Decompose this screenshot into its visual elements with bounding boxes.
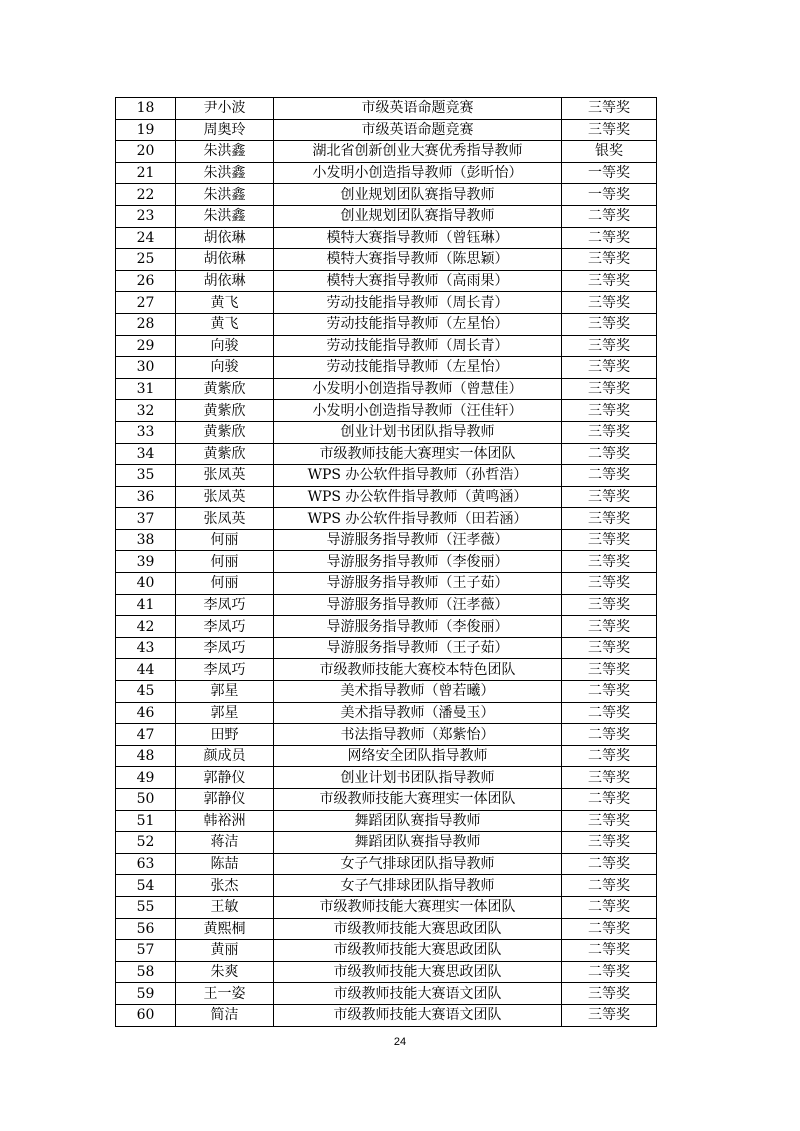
teacher-name-cell: 向骏 xyxy=(176,357,274,379)
award-level-cell: 二等奖 xyxy=(562,681,657,703)
table-row xyxy=(116,594,657,616)
teacher-name-cell: 颜成员 xyxy=(176,745,274,767)
competition-item-cell: 市级教师技能大赛思政团队 xyxy=(274,940,562,962)
teacher-name-cell: 王一姿 xyxy=(176,983,274,1005)
table-row xyxy=(116,832,657,854)
teacher-name-cell: 张凤英 xyxy=(176,465,274,487)
teacher-name-cell: 黄紫欣 xyxy=(176,421,274,443)
table-row xyxy=(116,659,657,681)
award-level-cell: 三等奖 xyxy=(562,508,657,530)
competition-item-cell: 导游服务指导教师（李俊丽） xyxy=(274,551,562,573)
award-level-cell: 二等奖 xyxy=(562,745,657,767)
row-number-cell: 48 xyxy=(116,745,176,767)
award-level-cell: 三等奖 xyxy=(562,400,657,422)
table-row xyxy=(116,270,657,292)
competition-item-cell: WPS 办公软件指导教师（黄鸣涵） xyxy=(274,486,562,508)
competition-item-cell: 市级英语命题竞赛 xyxy=(274,119,562,141)
table-row xyxy=(116,681,657,703)
row-number-cell: 25 xyxy=(116,249,176,271)
row-number-cell: 41 xyxy=(116,594,176,616)
page-number: 24 xyxy=(393,1036,407,1048)
competition-item-cell: 女子气排球团队指导教师 xyxy=(274,875,562,897)
table-row xyxy=(116,810,657,832)
row-number-cell: 28 xyxy=(116,313,176,335)
award-level-cell: 二等奖 xyxy=(562,443,657,465)
row-number-cell: 49 xyxy=(116,767,176,789)
table-row xyxy=(116,789,657,811)
row-number-cell: 44 xyxy=(116,659,176,681)
competition-item-cell: 市级教师技能大赛理实一体团队 xyxy=(274,443,562,465)
award-level-cell: 三等奖 xyxy=(562,313,657,335)
teacher-name-cell: 黄飞 xyxy=(176,292,274,314)
table-row xyxy=(116,421,657,443)
row-number-cell: 33 xyxy=(116,421,176,443)
competition-item-cell: 湖北省创新创业大赛优秀指导教师 xyxy=(274,141,562,163)
teacher-name-cell: 郭星 xyxy=(176,702,274,724)
teacher-name-cell: 韩裕洲 xyxy=(176,810,274,832)
competition-item-cell: 模特大赛指导教师（高雨果） xyxy=(274,270,562,292)
table-row xyxy=(116,357,657,379)
table-row xyxy=(116,400,657,422)
table-row xyxy=(116,767,657,789)
teacher-name-cell: 周奥玲 xyxy=(176,119,274,141)
teacher-name-cell: 陈喆 xyxy=(176,853,274,875)
row-number-cell: 59 xyxy=(116,983,176,1005)
award-level-cell: 三等奖 xyxy=(562,767,657,789)
teacher-name-cell: 尹小波 xyxy=(176,98,274,120)
award-level-cell: 三等奖 xyxy=(562,573,657,595)
row-number-cell: 34 xyxy=(116,443,176,465)
row-number-cell: 21 xyxy=(116,162,176,184)
competition-item-cell: 创业计划书团队指导教师 xyxy=(274,767,562,789)
row-number-cell: 46 xyxy=(116,702,176,724)
competition-item-cell: 小发明小创造指导教师（汪佳轩） xyxy=(274,400,562,422)
teacher-name-cell: 田野 xyxy=(176,724,274,746)
competition-item-cell: 网络安全团队指导教师 xyxy=(274,745,562,767)
row-number-cell: 43 xyxy=(116,637,176,659)
competition-item-cell: 舞蹈团队赛指导教师 xyxy=(274,832,562,854)
teacher-name-cell: 简洁 xyxy=(176,1004,274,1026)
competition-item-cell: 市级教师技能大赛校本特色团队 xyxy=(274,659,562,681)
row-number-cell: 29 xyxy=(116,335,176,357)
award-level-cell: 一等奖 xyxy=(562,162,657,184)
table-row xyxy=(116,637,657,659)
award-level-cell: 三等奖 xyxy=(562,378,657,400)
row-number-cell: 47 xyxy=(116,724,176,746)
award-level-cell: 二等奖 xyxy=(562,961,657,983)
competition-item-cell: 导游服务指导教师（李俊丽） xyxy=(274,616,562,638)
award-level-cell: 三等奖 xyxy=(562,594,657,616)
award-level-cell: 三等奖 xyxy=(562,529,657,551)
competition-item-cell: 市级教师技能大赛思政团队 xyxy=(274,961,562,983)
competition-item-cell: 导游服务指导教师（汪孝薇） xyxy=(274,529,562,551)
row-number-cell: 40 xyxy=(116,573,176,595)
teacher-name-cell: 张杰 xyxy=(176,875,274,897)
row-number-cell: 54 xyxy=(116,875,176,897)
teacher-name-cell: 朱爽 xyxy=(176,961,274,983)
teacher-name-cell: 李凤巧 xyxy=(176,594,274,616)
teacher-name-cell: 胡依琳 xyxy=(176,249,274,271)
row-number-cell: 58 xyxy=(116,961,176,983)
teacher-name-cell: 向骏 xyxy=(176,335,274,357)
row-number-cell: 42 xyxy=(116,616,176,638)
teacher-name-cell: 郭静仪 xyxy=(176,767,274,789)
row-number-cell: 55 xyxy=(116,896,176,918)
competition-item-cell: 劳动技能指导教师（周长青） xyxy=(274,292,562,314)
teacher-name-cell: 胡依琳 xyxy=(176,270,274,292)
table-row xyxy=(116,98,657,120)
table-row xyxy=(116,141,657,163)
teacher-name-cell: 黄熙桐 xyxy=(176,918,274,940)
competition-item-cell: 导游服务指导教师（王子茹） xyxy=(274,637,562,659)
table-row xyxy=(116,918,657,940)
table-row xyxy=(116,573,657,595)
competition-item-cell: 劳动技能指导教师（周长青） xyxy=(274,335,562,357)
teacher-name-cell: 王敏 xyxy=(176,896,274,918)
award-level-cell: 三等奖 xyxy=(562,119,657,141)
table-row xyxy=(116,983,657,1005)
competition-item-cell: 市级教师技能大赛语文团队 xyxy=(274,1004,562,1026)
teacher-name-cell: 朱洪鑫 xyxy=(176,205,274,227)
table-row xyxy=(116,378,657,400)
teacher-name-cell: 胡依琳 xyxy=(176,227,274,249)
award-level-cell: 三等奖 xyxy=(562,832,657,854)
award-level-cell: 二等奖 xyxy=(562,789,657,811)
award-level-cell: 三等奖 xyxy=(562,637,657,659)
row-number-cell: 56 xyxy=(116,918,176,940)
table-row xyxy=(116,961,657,983)
row-number-cell: 18 xyxy=(116,98,176,120)
table-row xyxy=(116,616,657,638)
award-level-cell: 三等奖 xyxy=(562,551,657,573)
row-number-cell: 52 xyxy=(116,832,176,854)
table-row xyxy=(116,940,657,962)
award-level-cell: 三等奖 xyxy=(562,357,657,379)
competition-item-cell: 模特大赛指导教师（曾钰琳） xyxy=(274,227,562,249)
competition-item-cell: WPS 办公软件指导教师（田若涵） xyxy=(274,508,562,530)
table-row xyxy=(116,443,657,465)
teacher-name-cell: 黄紫欣 xyxy=(176,378,274,400)
row-number-cell: 50 xyxy=(116,789,176,811)
row-number-cell: 24 xyxy=(116,227,176,249)
competition-item-cell: WPS 办公软件指导教师（孙哲浩） xyxy=(274,465,562,487)
row-number-cell: 63 xyxy=(116,853,176,875)
row-number-cell: 51 xyxy=(116,810,176,832)
row-number-cell: 35 xyxy=(116,465,176,487)
table-row xyxy=(116,745,657,767)
row-number-cell: 39 xyxy=(116,551,176,573)
competition-item-cell: 导游服务指导教师（汪孝薇） xyxy=(274,594,562,616)
award-level-cell: 三等奖 xyxy=(562,616,657,638)
teacher-name-cell: 蒋洁 xyxy=(176,832,274,854)
row-number-cell: 22 xyxy=(116,184,176,206)
teacher-name-cell: 何丽 xyxy=(176,551,274,573)
table-row xyxy=(116,896,657,918)
award-level-cell: 二等奖 xyxy=(562,896,657,918)
table-row xyxy=(116,184,657,206)
award-level-cell: 银奖 xyxy=(562,141,657,163)
row-number-cell: 20 xyxy=(116,141,176,163)
table-row xyxy=(116,551,657,573)
table-row xyxy=(116,205,657,227)
competition-item-cell: 市级教师技能大赛语文团队 xyxy=(274,983,562,1005)
row-number-cell: 38 xyxy=(116,529,176,551)
table-row xyxy=(116,875,657,897)
teacher-name-cell: 张凤英 xyxy=(176,508,274,530)
award-level-cell: 二等奖 xyxy=(562,702,657,724)
teacher-name-cell: 黄紫欣 xyxy=(176,443,274,465)
award-level-cell: 二等奖 xyxy=(562,205,657,227)
teacher-name-cell: 李凤巧 xyxy=(176,616,274,638)
award-level-cell: 三等奖 xyxy=(562,98,657,120)
teacher-name-cell: 何丽 xyxy=(176,573,274,595)
row-number-cell: 57 xyxy=(116,940,176,962)
competition-item-cell: 美术指导教师（曾若曦） xyxy=(274,681,562,703)
table-row xyxy=(116,486,657,508)
competition-item-cell: 劳动技能指导教师（左星怡） xyxy=(274,357,562,379)
competition-item-cell: 小发明小创造指导教师（彭昕怡） xyxy=(274,162,562,184)
competition-item-cell: 创业规划团队赛指导教师 xyxy=(274,184,562,206)
teacher-name-cell: 张凤英 xyxy=(176,486,274,508)
table-row xyxy=(116,335,657,357)
table-row xyxy=(116,292,657,314)
award-table-body xyxy=(116,98,657,1027)
teacher-name-cell: 朱洪鑫 xyxy=(176,141,274,163)
row-number-cell: 31 xyxy=(116,378,176,400)
award-level-cell: 三等奖 xyxy=(562,1004,657,1026)
row-number-cell: 19 xyxy=(116,119,176,141)
award-level-cell: 二等奖 xyxy=(562,875,657,897)
teacher-name-cell: 李凤巧 xyxy=(176,637,274,659)
teacher-name-cell: 李凤巧 xyxy=(176,659,274,681)
row-number-cell: 45 xyxy=(116,681,176,703)
table-row xyxy=(116,724,657,746)
award-level-cell: 二等奖 xyxy=(562,853,657,875)
table-row xyxy=(116,529,657,551)
teacher-name-cell: 黄紫欣 xyxy=(176,400,274,422)
award-level-cell: 二等奖 xyxy=(562,918,657,940)
row-number-cell: 60 xyxy=(116,1004,176,1026)
award-table xyxy=(115,97,657,1027)
table-row xyxy=(116,313,657,335)
row-number-cell: 32 xyxy=(116,400,176,422)
award-level-cell: 三等奖 xyxy=(562,249,657,271)
teacher-name-cell: 黄丽 xyxy=(176,940,274,962)
teacher-name-cell: 黄飞 xyxy=(176,313,274,335)
competition-item-cell: 女子气排球团队指导教师 xyxy=(274,853,562,875)
competition-item-cell: 创业规划团队赛指导教师 xyxy=(274,205,562,227)
teacher-name-cell: 郭星 xyxy=(176,681,274,703)
table-row xyxy=(116,465,657,487)
row-number-cell: 37 xyxy=(116,508,176,530)
award-level-cell: 三等奖 xyxy=(562,810,657,832)
row-number-cell: 27 xyxy=(116,292,176,314)
award-level-cell: 二等奖 xyxy=(562,227,657,249)
award-level-cell: 二等奖 xyxy=(562,724,657,746)
table-row xyxy=(116,119,657,141)
award-level-cell: 一等奖 xyxy=(562,184,657,206)
table-row xyxy=(116,249,657,271)
award-level-cell: 三等奖 xyxy=(562,983,657,1005)
competition-item-cell: 书法指导教师（郑紫怡） xyxy=(274,724,562,746)
competition-item-cell: 劳动技能指导教师（左星怡） xyxy=(274,313,562,335)
competition-item-cell: 导游服务指导教师（王子茹） xyxy=(274,573,562,595)
award-level-cell: 二等奖 xyxy=(562,465,657,487)
row-number-cell: 36 xyxy=(116,486,176,508)
teacher-name-cell: 朱洪鑫 xyxy=(176,184,274,206)
competition-item-cell: 市级教师技能大赛理实一体团队 xyxy=(274,896,562,918)
teacher-name-cell: 郭静仪 xyxy=(176,789,274,811)
table-row xyxy=(116,1004,657,1026)
award-level-cell: 三等奖 xyxy=(562,421,657,443)
competition-item-cell: 市级教师技能大赛理实一体团队 xyxy=(274,789,562,811)
competition-item-cell: 市级教师技能大赛思政团队 xyxy=(274,918,562,940)
award-level-cell: 三等奖 xyxy=(562,270,657,292)
teacher-name-cell: 何丽 xyxy=(176,529,274,551)
table-row xyxy=(116,508,657,530)
table-row xyxy=(116,227,657,249)
award-level-cell: 三等奖 xyxy=(562,292,657,314)
competition-item-cell: 美术指导教师（潘曼玉） xyxy=(274,702,562,724)
competition-item-cell: 模特大赛指导教师（陈思颖） xyxy=(274,249,562,271)
award-level-cell: 二等奖 xyxy=(562,940,657,962)
row-number-cell: 26 xyxy=(116,270,176,292)
table-row xyxy=(116,853,657,875)
table-row xyxy=(116,702,657,724)
competition-item-cell: 小发明小创造指导教师（曾慧佳） xyxy=(274,378,562,400)
award-level-cell: 三等奖 xyxy=(562,335,657,357)
row-number-cell: 23 xyxy=(116,205,176,227)
table-row xyxy=(116,162,657,184)
competition-item-cell: 舞蹈团队赛指导教师 xyxy=(274,810,562,832)
award-level-cell: 三等奖 xyxy=(562,659,657,681)
row-number-cell: 30 xyxy=(116,357,176,379)
award-level-cell: 三等奖 xyxy=(562,486,657,508)
competition-item-cell: 市级英语命题竞赛 xyxy=(274,98,562,120)
competition-item-cell: 创业计划书团队指导教师 xyxy=(274,421,562,443)
teacher-name-cell: 朱洪鑫 xyxy=(176,162,274,184)
